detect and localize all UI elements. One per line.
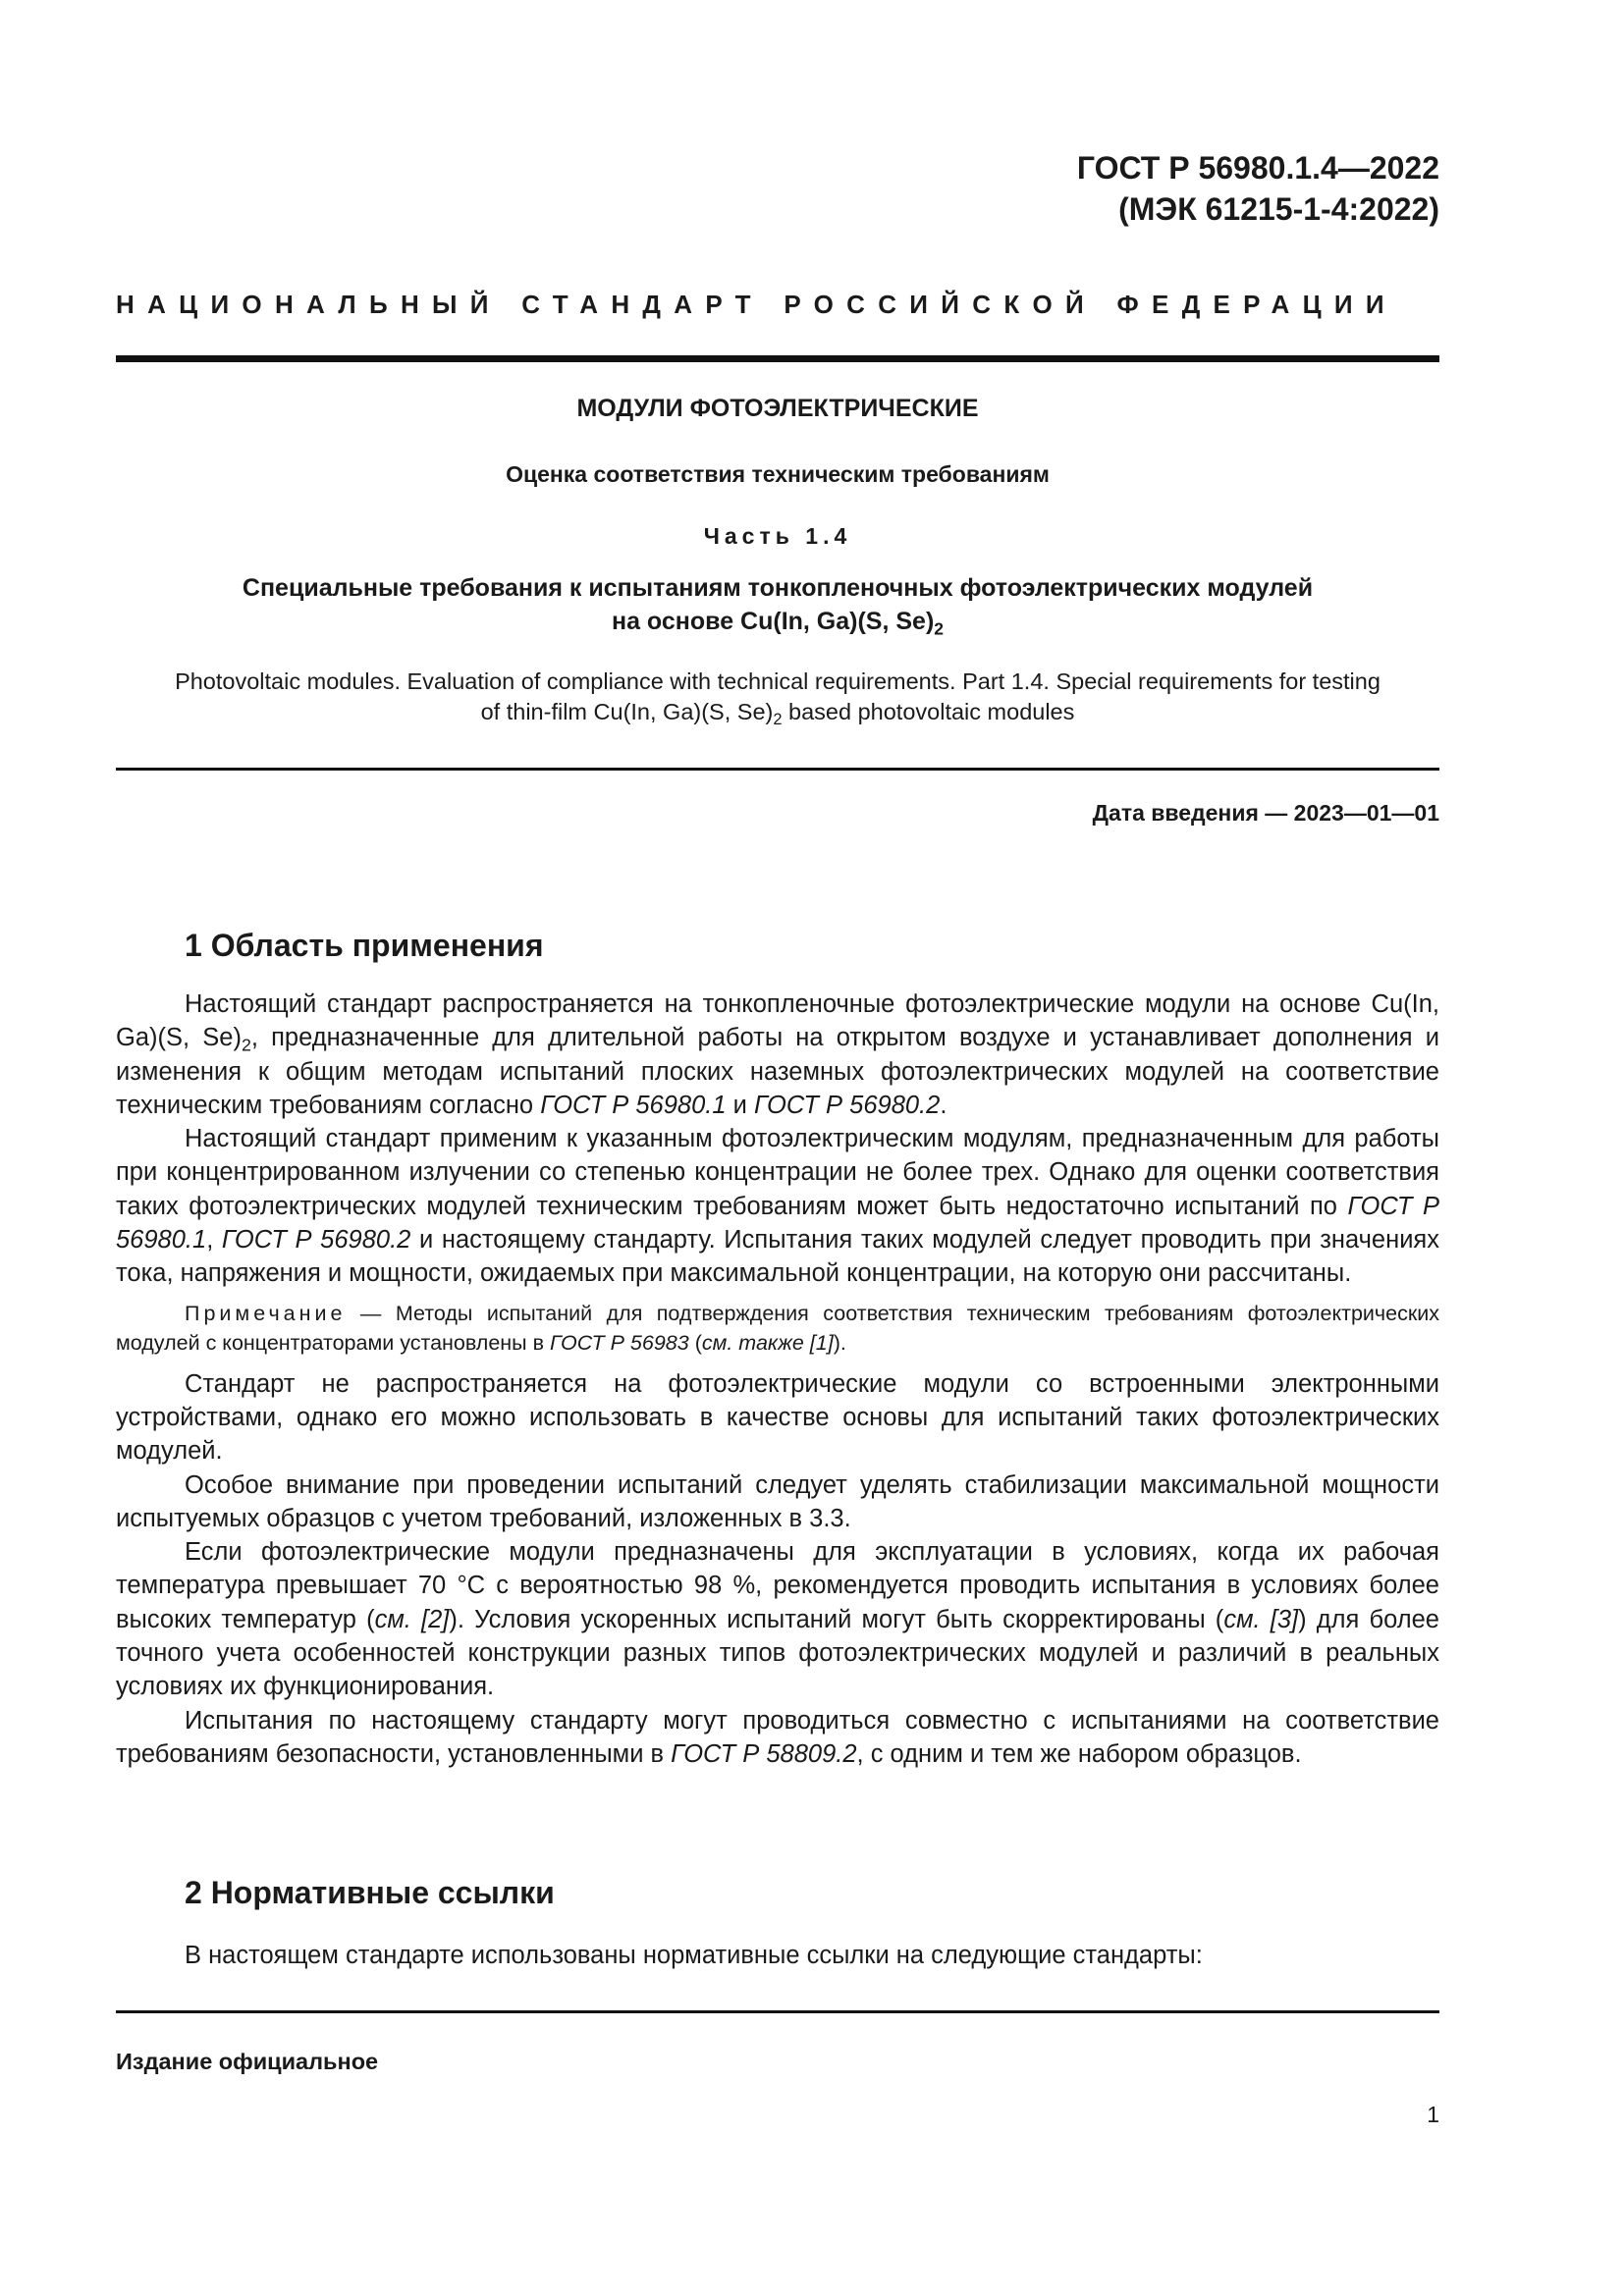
section-2-heading: 2 Нормативные ссылки	[185, 1875, 555, 1910]
footer-divider	[116, 2010, 1439, 2013]
title-part: Часть 1.4	[703, 523, 852, 549]
paragraph: Если фотоэлектрические модули предназначены для эксплуатации в условиях, когда их рабочая температура превышает 70 °С с вероятностью 98 %, рекомендуется проводить испытания в условиях более высоких температур (см. [2]). Условия ускоренных испытаний могут быть скорректированы (см. [3]) для более точного учета особенностей конструкции разных типов фотоэлектрических модулей и различий в реальных условиях их функционирования.	[116, 1538, 1439, 1701]
title-english	[116, 667, 1439, 727]
title-special-line2: на основе Cu(In, Ga)(S, $Se)_2$	[611, 608, 945, 639]
page-number: 1	[1427, 2102, 1439, 2127]
section-2-body	[116, 1939, 1439, 1972]
standard-number: ГОСТ Р 56980.1.4—2022	[1076, 150, 1439, 186]
standard-number-block	[1077, 147, 1439, 230]
section-1-heading: 1 Область применения	[185, 928, 544, 963]
section-1-body	[116, 988, 1439, 1771]
paragraph: Настоящий стандарт распространяется на тонкопленочные фотоэлектрические модули на основе Cu(In, Ga)(S, $Se)_2$, предназначенные для длительной работы на открытом воздухе и устанавливает дополнения и изменения к общим методам испытаний плоских наземных фотоэлектрических модулей на соответствие техническим требованиям согласно ГОСТ Р 56980.1 и ГОСТ Р 56980.2.	[116, 990, 1439, 1119]
paragraph: Настоящий стандарт применим к указанным фотоэлектрическим модулям, предназначенным для работы при концентрированном излучении со степенью концентрации не более трех. Однако для оценки соответствия таких фотоэлектрических модулей техническим требованиям может быть недостаточно испытаний по ГОСТ Р 56980.1, ГОСТ Р 56980.2 и настоящему стандарту. Испытания таких модулей следует проводить при значениях тока, напряжения и мощности, ожидаемых при максимальной концентрации, на которую они рассчитаны.	[116, 1125, 1439, 1288]
official-edition-label: Издание официальное	[116, 2049, 379, 2074]
paragraph: В настоящем стандарте использованы нормативные ссылки на следующие стандарты:	[185, 1942, 1203, 1969]
title-subtitle: Оценка соответствия техническим требованиям	[506, 461, 1050, 487]
title-english-line1: Photovoltaic modules. Evaluation of compliance with technical requirements. Part 1.4. Special requirements for testing	[175, 668, 1380, 694]
header-divider	[116, 355, 1439, 362]
title-special	[116, 571, 1439, 638]
note-paragraph: Примечание — Методы испытаний для подтверждения соответствия техническим требованиям фотоэлектрических модулей с концентраторами установлены в ГОСТ Р 56983 (см. также [1]).	[116, 1301, 1439, 1355]
national-standard-banner: НАЦИОНАЛЬНЫЙ СТАНДАРТ РОССИЙСКОЙ ФЕДЕРАЦИИ	[116, 290, 1397, 319]
title-main: МОДУЛИ ФОТОЭЛЕКТРИЧЕСКИЕ	[576, 395, 979, 422]
date-introduction: Дата введения — 2023—01—01	[1092, 800, 1439, 826]
title-special-line1: Специальные требования к испытаниям тонкопленочных фотоэлектрических модулей	[242, 574, 1314, 602]
iec-number: (МЭК 61215-1-4:2022)	[1118, 191, 1439, 227]
title-english-line2: of thin-film Cu(In, Ga)(S, $Se)_2$ based photovoltaic modules	[480, 699, 1075, 728]
paragraph: Стандарт не распространяется на фотоэлектрические модули со встроенными электронными устройствами, однако его можно использовать в качестве основы для испытаний таких фотоэлектрических модулей.	[116, 1369, 1439, 1466]
paragraph: Испытания по настоящему стандарту могут проводиться совместно с испытаниями на соответствие требованиям безопасности, установленными в ГОСТ Р 58809.2, с одним и тем же набором образцов.	[116, 1706, 1439, 1768]
paragraph: Особое внимание при проведении испытаний следует уделять стабилизации максимальной мощности испытуемых образцов с учетом требований, изложенных в 3.3.	[116, 1470, 1439, 1532]
title-divider	[116, 768, 1439, 771]
